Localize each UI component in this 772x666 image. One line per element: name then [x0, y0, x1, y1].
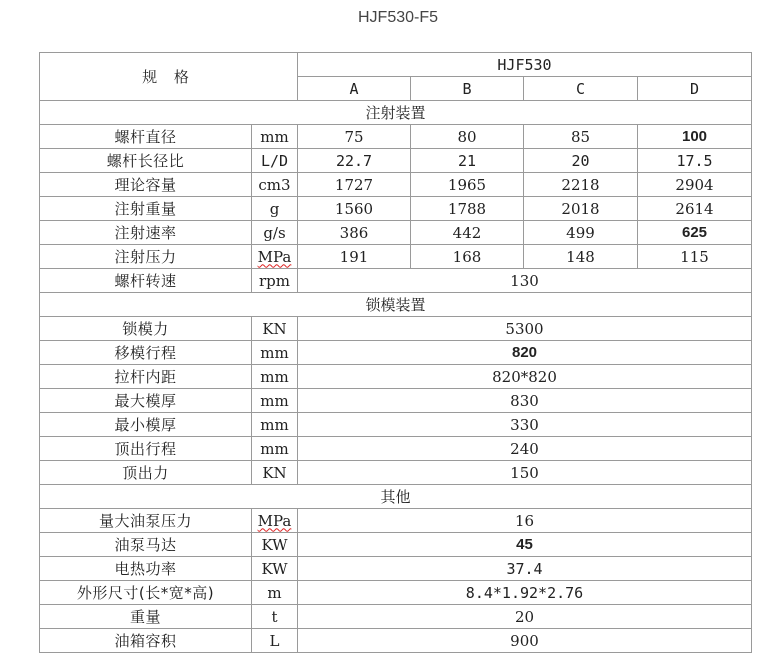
- cell-value: 386: [298, 221, 411, 245]
- row-unit: rpm: [252, 269, 298, 293]
- cell-value: 17.5: [638, 149, 752, 173]
- cell-value: 20: [298, 605, 752, 629]
- cell-value: 80: [411, 125, 524, 149]
- cell-value: 442: [411, 221, 524, 245]
- cell-value: 16: [298, 509, 752, 533]
- spec-table: [39, 52, 752, 653]
- cell-value: 1560: [298, 197, 411, 221]
- section-row: [40, 293, 752, 317]
- table-row: [40, 197, 752, 221]
- cell-value: 21: [411, 149, 524, 173]
- row-unit: [252, 245, 298, 269]
- row-label: 电热功率: [40, 557, 252, 581]
- page-title: HJF530-F5: [357, 9, 439, 26]
- table-row: [40, 437, 752, 461]
- row-unit: m: [252, 581, 298, 605]
- cell-value: 625: [638, 221, 752, 245]
- row-unit: KW: [252, 533, 298, 557]
- row-label: 理论容量: [40, 173, 252, 197]
- table-row: [40, 413, 752, 437]
- table-row: [40, 629, 752, 653]
- section-injection: 注射装置: [40, 101, 752, 125]
- table-row: [40, 557, 752, 581]
- variant-d-header: D: [638, 77, 752, 101]
- table-row: [40, 341, 752, 365]
- cell-value: 85: [524, 125, 638, 149]
- table-row: [40, 269, 752, 293]
- section-row: [40, 485, 752, 509]
- cell-value: 2614: [638, 197, 752, 221]
- cell-value: 5300: [298, 317, 752, 341]
- table-row: [40, 245, 752, 269]
- cell-value: 20: [524, 149, 638, 173]
- unit-text: MPa: [257, 247, 292, 266]
- row-label: 注射重量: [40, 197, 252, 221]
- section-other: 其他: [40, 485, 752, 509]
- row-label: 最小模厚: [40, 413, 252, 437]
- cell-value: 2218: [524, 173, 638, 197]
- cell-value: 1727: [298, 173, 411, 197]
- row-label: 油泵马达: [40, 533, 252, 557]
- cell-value: 130: [298, 269, 752, 293]
- model-header: HJF530: [298, 53, 752, 77]
- row-unit: mm: [252, 437, 298, 461]
- cell-value: 37.4: [298, 557, 752, 581]
- cell-value: 168: [411, 245, 524, 269]
- row-label: 拉杆内距: [40, 365, 252, 389]
- row-unit: KW: [252, 557, 298, 581]
- row-label: 顶出行程: [40, 437, 252, 461]
- table-row: [40, 389, 752, 413]
- row-label: 油箱容积: [40, 629, 252, 653]
- unit-text: MPa: [257, 511, 292, 530]
- cell-value: 45: [298, 533, 752, 557]
- variant-a-header: A: [298, 77, 411, 101]
- row-unit: L/D: [252, 149, 298, 173]
- table-row: [40, 125, 752, 149]
- table-row: [40, 461, 752, 485]
- row-label: 外形尺寸(长*宽*高): [40, 581, 252, 605]
- row-unit: mm: [252, 125, 298, 149]
- row-unit: L: [252, 629, 298, 653]
- table-row: [40, 581, 752, 605]
- table-row: [40, 149, 752, 173]
- row-label: 注射压力: [40, 245, 252, 269]
- cell-value: 115: [638, 245, 752, 269]
- cell-value: 1788: [411, 197, 524, 221]
- cell-value: 330: [298, 413, 752, 437]
- cell-value: 100: [638, 125, 752, 149]
- row-unit: cm3: [252, 173, 298, 197]
- row-label: 注射速率: [40, 221, 252, 245]
- cell-value: 1965: [411, 173, 524, 197]
- cell-value: 191: [298, 245, 411, 269]
- cell-value: 8.4*1.92*2.76: [298, 581, 752, 605]
- table-row: [40, 509, 752, 533]
- row-unit: [252, 509, 298, 533]
- row-label: 量大油泵压力: [40, 509, 252, 533]
- cell-value: 148: [524, 245, 638, 269]
- cell-value: 150: [298, 461, 752, 485]
- table-row: [40, 533, 752, 557]
- row-label: 锁模力: [40, 317, 252, 341]
- table-row: [40, 221, 752, 245]
- row-unit: t: [252, 605, 298, 629]
- row-label: 最大模厚: [40, 389, 252, 413]
- row-label: 螺杆直径: [40, 125, 252, 149]
- cell-value: 75: [298, 125, 411, 149]
- row-label: 螺杆长径比: [40, 149, 252, 173]
- row-unit: mm: [252, 341, 298, 365]
- row-unit: KN: [252, 317, 298, 341]
- cell-value: 830: [298, 389, 752, 413]
- cell-value: 820*820: [298, 365, 752, 389]
- variant-c-header: C: [524, 77, 638, 101]
- table-row: [40, 173, 752, 197]
- table-row: [40, 365, 752, 389]
- cell-value: 2904: [638, 173, 752, 197]
- row-unit: KN: [252, 461, 298, 485]
- section-row: [40, 101, 752, 125]
- cell-value: 240: [298, 437, 752, 461]
- row-label: 移模行程: [40, 341, 252, 365]
- cell-value: 499: [524, 221, 638, 245]
- cell-value: 22.7: [298, 149, 411, 173]
- row-label: 重量: [40, 605, 252, 629]
- cell-value: 900: [298, 629, 752, 653]
- row-label: 顶出力: [40, 461, 252, 485]
- table-row: [40, 317, 752, 341]
- section-clamping: 锁模装置: [40, 293, 752, 317]
- table-row: [40, 605, 752, 629]
- row-unit: mm: [252, 365, 298, 389]
- row-unit: mm: [252, 389, 298, 413]
- row-unit: mm: [252, 413, 298, 437]
- spec-header-label: 规 格: [40, 53, 298, 101]
- row-label: 螺杆转速: [40, 269, 252, 293]
- cell-value: 820: [298, 341, 752, 365]
- variant-b-header: B: [411, 77, 524, 101]
- cell-value: 2018: [524, 197, 638, 221]
- header-row: [40, 53, 752, 77]
- row-unit: g/s: [252, 221, 298, 245]
- row-unit: g: [252, 197, 298, 221]
